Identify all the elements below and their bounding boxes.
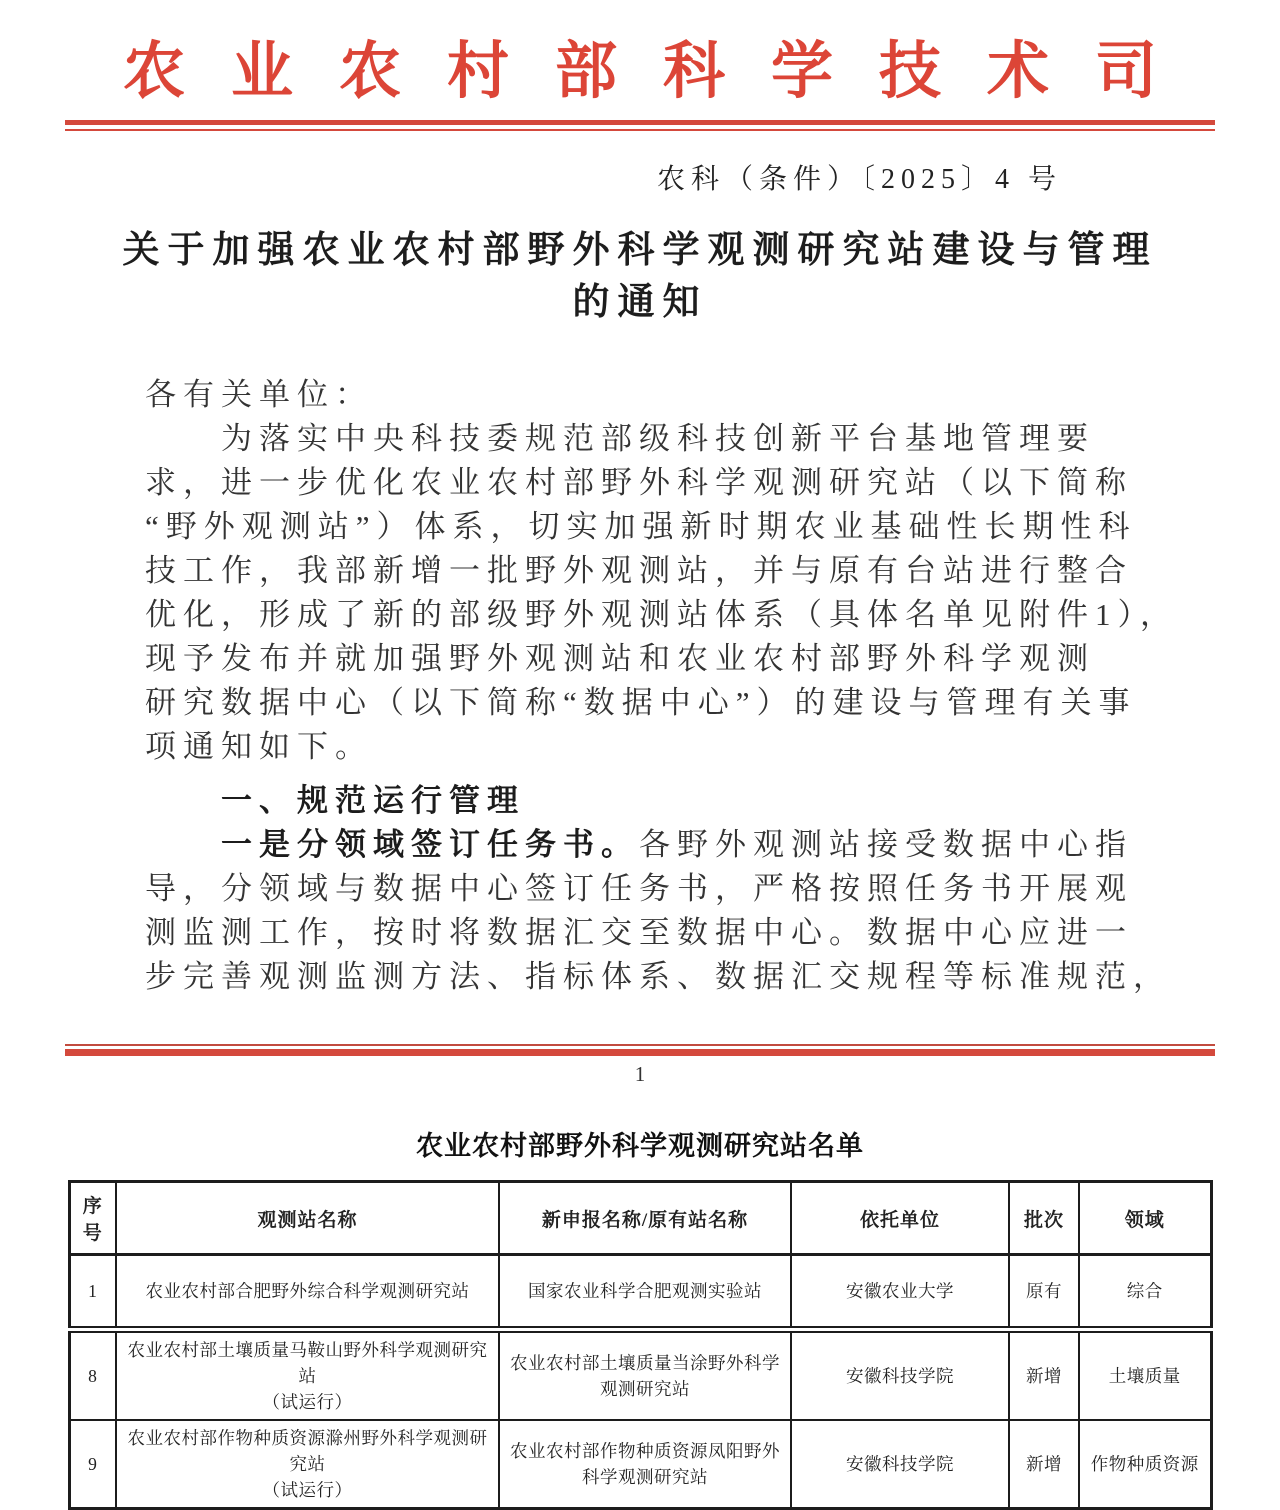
header-batch: 批次 [1009,1182,1079,1255]
point-text: 各野外观测站接受数据中心指 [639,827,1133,862]
header-no: 序号 [69,1182,116,1255]
body-line: 技工作，我部新增一批野外观测站，并与原有台站进行整合 [145,553,1133,588]
letterhead-divider [65,120,1215,131]
letterhead-divider-thin-line [65,129,1215,131]
cell-org: 安徽科技学院 [791,1420,1009,1509]
header-new-name: 新申报名称/原有站名称 [499,1182,791,1255]
cell-org: 安徽科技学院 [791,1330,1009,1421]
body-line: 研究数据中心（以下简称“数据中心”）的建设与管理有关事 [145,685,1137,720]
point-bold-lead: 一是分领域签订任务书。 [221,827,639,862]
table-row [69,1420,1211,1509]
cell-new-name: 国家农业科学合肥观测实验站 [499,1255,791,1330]
body-line: 测监测工作，按时将数据汇交至数据中心。数据中心应进一 [145,915,1133,950]
station-name-line1: 农业农村部作物种质资源滁州野外科学观测研究站 [127,1428,488,1474]
cell-station-name [116,1420,499,1509]
station-name-line2: （试运行） [262,1480,353,1500]
station-list-table [68,1180,1213,1510]
attachment-table-title: 农业农村部野外科学观测研究站名单 [416,1131,864,1161]
body-line: 项通知如下。 [145,729,373,764]
cell-no: 9 [69,1420,116,1509]
document-title [0,225,1280,329]
table-row [69,1255,1211,1330]
body-line: 优化，形成了新的部级野外观测站体系（具体名单见附件1）， [145,597,1178,632]
table-row [69,1330,1211,1421]
letterhead-org-title: 农业农村部科学技术司 [122,38,1203,106]
footer-divider-thin-line [65,1044,1215,1046]
cell-no: 1 [69,1255,116,1330]
body-line: 为落实中央科技委规范部级科技创新平台基地管理要 [221,421,1095,456]
document-title-line1: 关于加强农业农村部野外科学观测研究站建设与管理 [122,230,1158,271]
cell-new-name: 农业农村部作物种质资源凤阳野外科学观测研究站 [499,1420,791,1509]
footer-divider-thick-line [65,1049,1215,1056]
station-name-line2: （试运行） [262,1392,353,1412]
body-line: 步完善观测监测方法、指标体系、数据汇交规程等标准规范， [145,959,1171,994]
station-name-line1: 农业农村部土壤质量马鞍山野外科学观测研究站 [127,1340,488,1386]
document-number: 农科（条件）〔2025〕4 号 [656,164,1062,195]
body-line: 求，进一步优化农业农村部野外科学观测研究站（以下简称 [145,465,1133,500]
cell-field: 土壤质量 [1079,1330,1211,1421]
cell-batch: 原有 [1009,1255,1079,1330]
cell-no: 8 [69,1330,116,1421]
salutation: 各有关单位： [145,377,373,412]
body-line: 导，分领域与数据中心签订任务书，严格按照任务书开展观 [145,871,1133,906]
cell-field: 综合 [1079,1255,1211,1330]
header-station-name: 观测站名称 [116,1182,499,1255]
page-number: 1 [634,1062,646,1086]
cell-field: 作物种质资源 [1079,1420,1211,1509]
cell-station-name [116,1255,499,1330]
document-title-line2: 的通知 [572,282,708,323]
document-body [145,373,1178,999]
body-line: 现予发布并就加强野外观测站和农业农村部野外科学观测 [145,641,1095,676]
header-field: 领域 [1079,1182,1211,1255]
cell-station-name [116,1330,499,1421]
cell-org: 安徽农业大学 [791,1255,1009,1330]
cell-batch: 新增 [1009,1330,1079,1421]
cell-new-name: 农业农村部土壤质量当涂野外科学观测研究站 [499,1330,791,1421]
cell-batch: 新增 [1009,1420,1079,1509]
page-footer-divider [65,1044,1215,1056]
body-line [145,823,1135,867]
table-header-row [69,1182,1211,1255]
header-org: 依托单位 [791,1182,1009,1255]
section-heading: 一、规范运行管理 [221,783,525,818]
station-name-line1: 农业农村部合肥野外综合科学观测研究站 [145,1281,470,1301]
letterhead-divider-thick-line [65,120,1215,125]
body-line: “野外观测站”）体系，切实加强新时期农业基础性长期性科 [145,509,1137,544]
